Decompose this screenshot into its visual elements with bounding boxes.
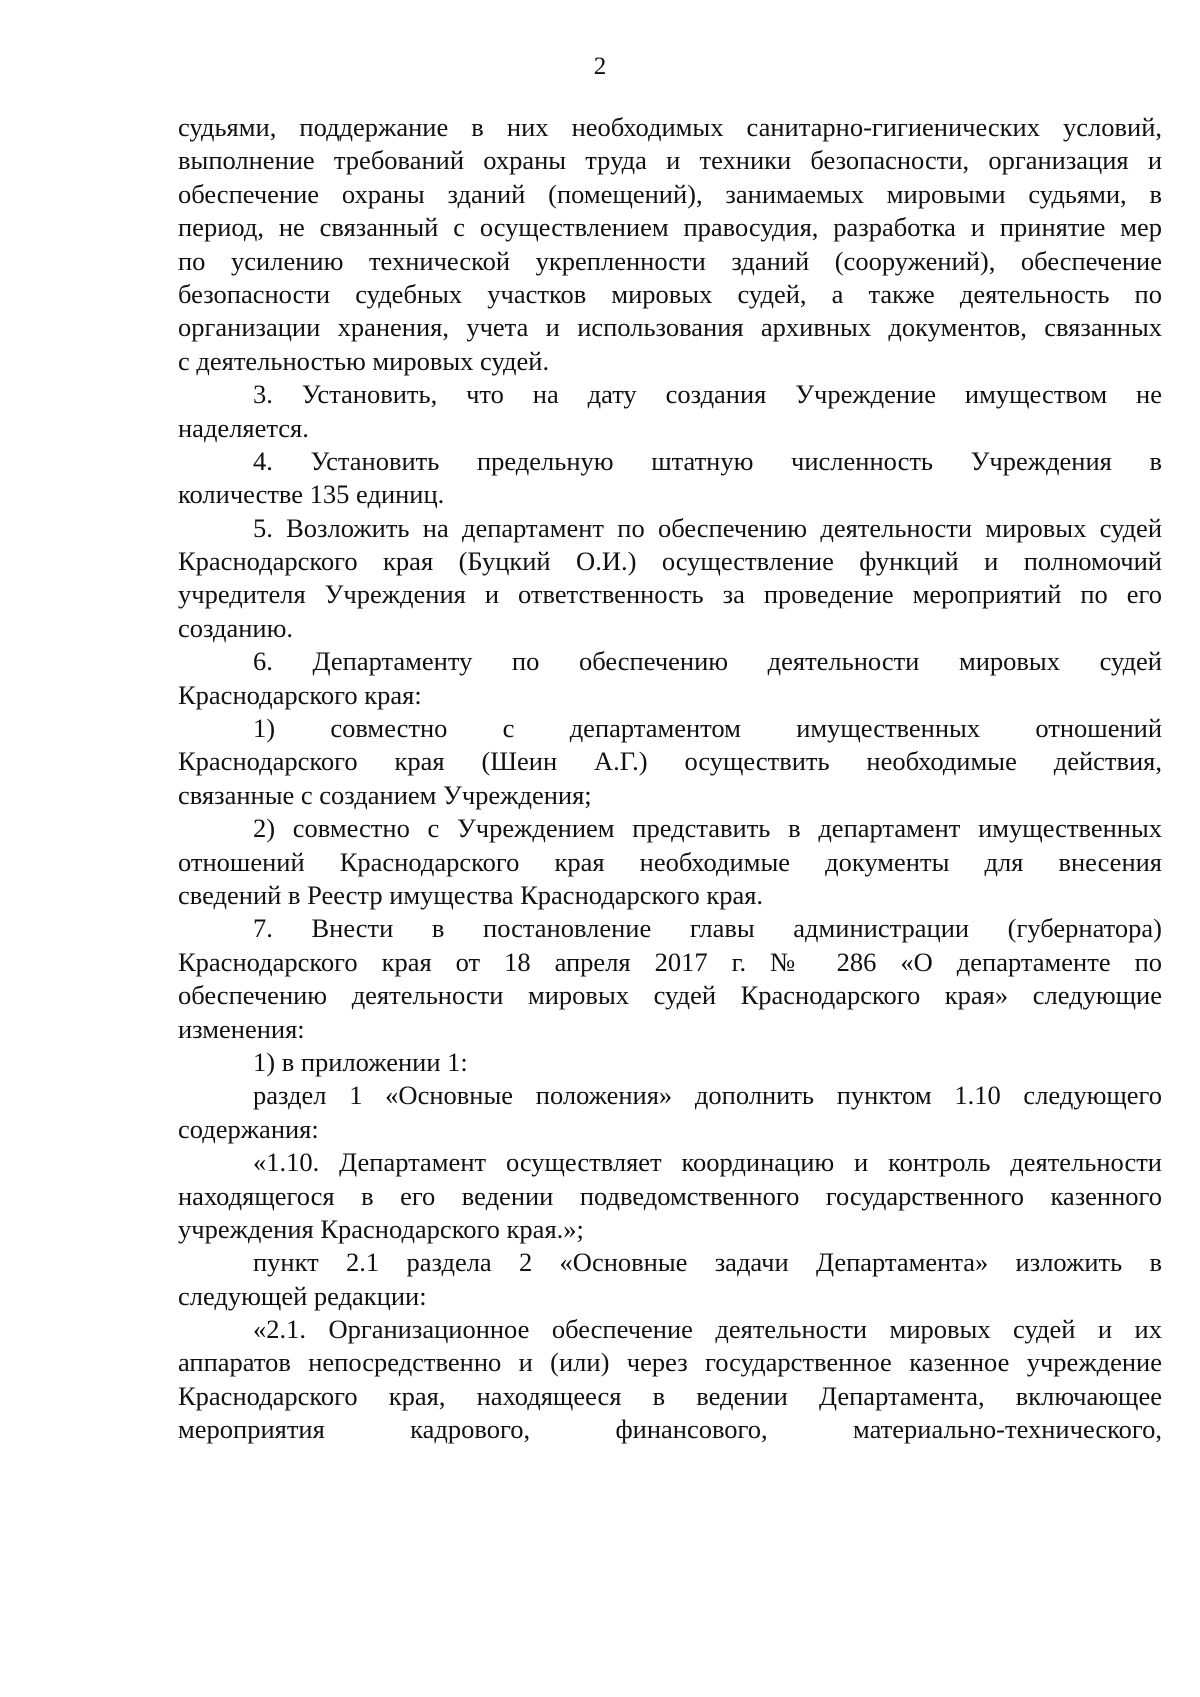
text-line: содержания: bbox=[178, 1113, 319, 1144]
text-line: количестве 135 единиц. bbox=[178, 479, 445, 510]
text-line: связанные с созданием Учреждения; bbox=[178, 779, 592, 810]
quote-1-10-line: «1.10. Департамент осуществляет координацию и контроль деятельности bbox=[253, 1147, 1162, 1178]
text-line: Краснодарского края, находящееся в ведении Департамента, включающее bbox=[178, 1380, 1162, 1411]
text-line: созданию. bbox=[178, 612, 294, 643]
text-line: Краснодарского края (Буцкий О.И.) осуществление функций и полномочий bbox=[178, 546, 1162, 577]
text-line: по усилению технической укрепленности зданий (сооружений), обеспечение bbox=[178, 245, 1162, 276]
text-line: мероприятия кадрового, финансового, материально-технического, bbox=[178, 1414, 1162, 1445]
text-line: Краснодарского края: bbox=[178, 679, 422, 710]
text-line: Краснодарского края (Шеин А.Г.) осуществить необходимые действия, bbox=[178, 746, 1162, 777]
text-line: учреждения Краснодарского края.»; bbox=[178, 1213, 584, 1244]
subitem-6-1-line: 1) совместно с департаментом имущественных отношений bbox=[253, 713, 1162, 744]
paragraph-5-line: 5. Возложить на департамент по обеспечению деятельности мировых судей bbox=[253, 512, 1162, 543]
text-line: изменения: bbox=[178, 1013, 305, 1044]
text-line: отношений Краснодарского края необходимые документы для внесения bbox=[178, 846, 1162, 877]
text-line: обеспечение охраны зданий (помещений), занимаемых мировыми судьями, в bbox=[178, 178, 1162, 209]
text-line: Краснодарского края от 18 апреля 2017 г. № 286 «О департаменте по bbox=[178, 946, 1162, 977]
paragraph-4-line: 4. Установить предельную штатную численность Учреждения в bbox=[253, 445, 1162, 476]
text-line: сведений в Реестр имущества Краснодарского края. bbox=[178, 879, 764, 910]
paragraph-6-line: 6. Департаменту по обеспечению деятельности мировых судей bbox=[253, 646, 1162, 677]
section-1-line: раздел 1 «Основные положения» дополнить пунктом 1.10 следующего bbox=[253, 1080, 1162, 1111]
text-line: следующей редакции: bbox=[178, 1280, 427, 1311]
text-line: находящегося в его ведении подведомственного государственного казенного bbox=[178, 1180, 1162, 1211]
text-line: период, не связанный с осуществлением правосудия, разработка и принятие мер bbox=[178, 212, 1162, 243]
point-2-1-line: пункт 2.1 раздела 2 «Основные задачи Департамента» изложить в bbox=[253, 1247, 1162, 1278]
document-body bbox=[178, 111, 1162, 1447]
text-line: с деятельностью мировых судей. bbox=[178, 345, 550, 376]
text-line: организации хранения, учета и использования архивных документов, связанных bbox=[178, 312, 1162, 343]
text-line: учредителя Учреждения и ответственность за проведение мероприятий по его bbox=[178, 579, 1162, 610]
paragraph-3-line: 3. Установить, что на дату создания Учреждение имуществом не bbox=[253, 379, 1162, 410]
text-line: судьями, поддержание в них необходимых санитарно-гигиенических условий, bbox=[178, 112, 1162, 142]
text-line: аппаратов непосредственно и (или) через государственное казенное учреждение bbox=[178, 1347, 1162, 1378]
paragraph-7-line: 7. Внести в постановление главы администрации (губернатора) bbox=[253, 913, 1162, 944]
subitem-6-2-line: 2) совместно с Учреждением представить в департамент имущественных bbox=[253, 813, 1162, 844]
text-line: обеспечению деятельности мировых судей Краснодарского края» следующие bbox=[178, 980, 1162, 1011]
subitem-7-1-line: 1) в приложении 1: bbox=[253, 1046, 468, 1077]
quote-2-1-line: «2.1. Организационное обеспечение деятельности мировых судей и их bbox=[253, 1314, 1162, 1345]
text-line: наделяется. bbox=[178, 412, 309, 443]
page-number: 2 bbox=[593, 53, 607, 80]
text-line: выполнение требований охраны труда и техники безопасности, организация и bbox=[178, 145, 1162, 176]
text-line: безопасности судебных участков мировых судей, а также деятельность по bbox=[178, 278, 1162, 309]
